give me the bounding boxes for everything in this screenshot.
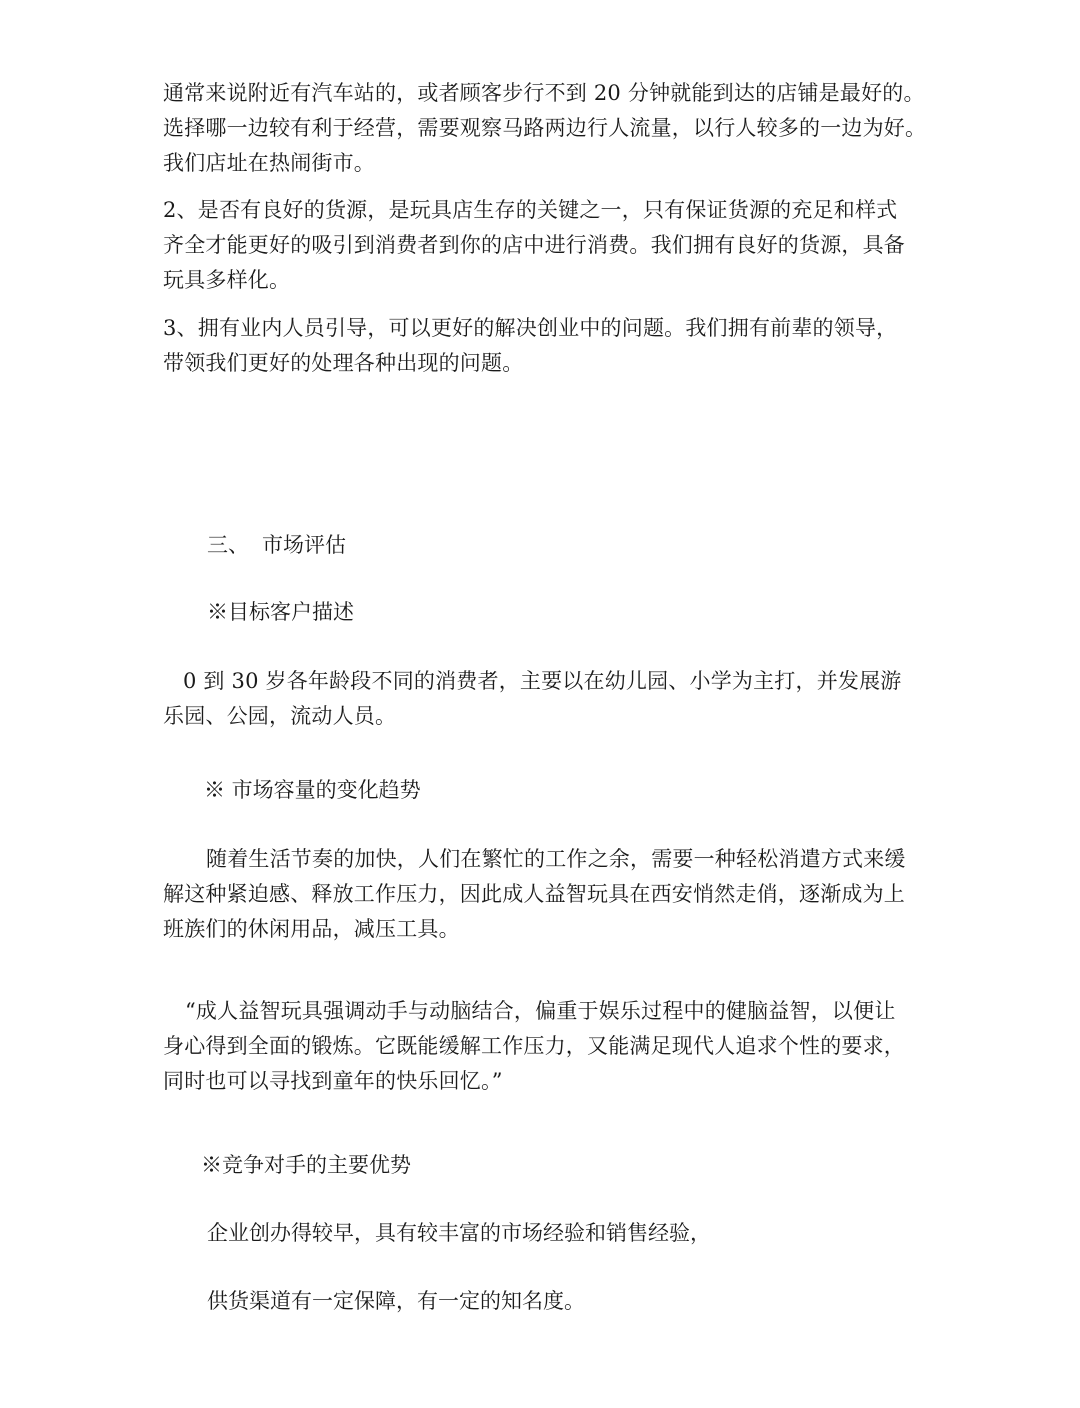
paragraph-guidance: [163, 311, 923, 381]
competitor-advantage-item: 供货渠道有一定保障，有一定的知名度。: [207, 1289, 585, 1313]
text-line: 乐园、公园，流动人员。: [163, 704, 397, 728]
section-number: 三、: [207, 533, 249, 557]
text-line: 0 到 30 岁各年龄段不同的消费者，主要以在幼儿园、小学为主打，并发展游: [183, 669, 902, 693]
paragraph-supply: [163, 193, 923, 298]
text-line: 3、拥有业内人员引导，可以更好的解决创业中的问题。我们拥有前辈的领导，: [163, 316, 898, 340]
text-line: 齐全才能更好的吸引到消费者到你的店中进行消费。我们拥有良好的货源，具备: [163, 233, 905, 257]
text-line: 玩具多样化。: [163, 268, 291, 292]
target-customers-text: [163, 664, 923, 734]
text-line: 我们店址在热闹街市。: [163, 151, 375, 175]
market-trend-heading: ※ 市场容量的变化趋势: [204, 778, 421, 802]
target-customers-heading: ※目标客户描述: [207, 600, 354, 624]
quote-text: [163, 994, 923, 1099]
market-trend-text: [163, 842, 923, 947]
text-line: 通常来说附近有汽车站的，或者顾客步行不到 20 分钟就能到达的店铺是最好的。: [163, 81, 925, 105]
text-line: 带领我们更好的处理各种出现的问题。: [163, 351, 524, 375]
text-line: 2、是否有良好的货源，是玩具店生存的关键之一，只有保证货源的充足和样式: [163, 198, 898, 222]
text-line: “成人益智玩具强调动手与动脑结合，偏重于娱乐过程中的健脑益智，以便让: [185, 999, 896, 1023]
text-line: 班族们的休闲用品，减压工具。: [163, 917, 460, 941]
text-line: 随着生活节奏的加快，人们在繁忙的工作之余，需要一种轻松消遣方式来缓: [206, 847, 906, 871]
text-line: 解这种紧迫感、释放工作压力，因此成人益智玩具在西安悄然走俏，逐渐成为上: [163, 882, 905, 906]
section-title: 市场评估: [262, 533, 346, 557]
paragraph-location: [163, 76, 927, 181]
competitors-heading: ※竞争对手的主要优势: [201, 1153, 411, 1177]
text-line: 身心得到全面的锻炼。它既能缓解工作压力，又能满足现代人追求个性的要求，: [163, 1034, 905, 1058]
text-line: 选择哪一边较有利于经营，需要观察马路两边行人流量，以行人较多的一边为好。: [163, 116, 927, 140]
competitor-advantage-item: 企业创办得较早，具有较丰富的市场经验和销售经验，: [207, 1221, 711, 1245]
text-line: 同时也可以寻找到童年的快乐回忆。”: [163, 1069, 503, 1093]
